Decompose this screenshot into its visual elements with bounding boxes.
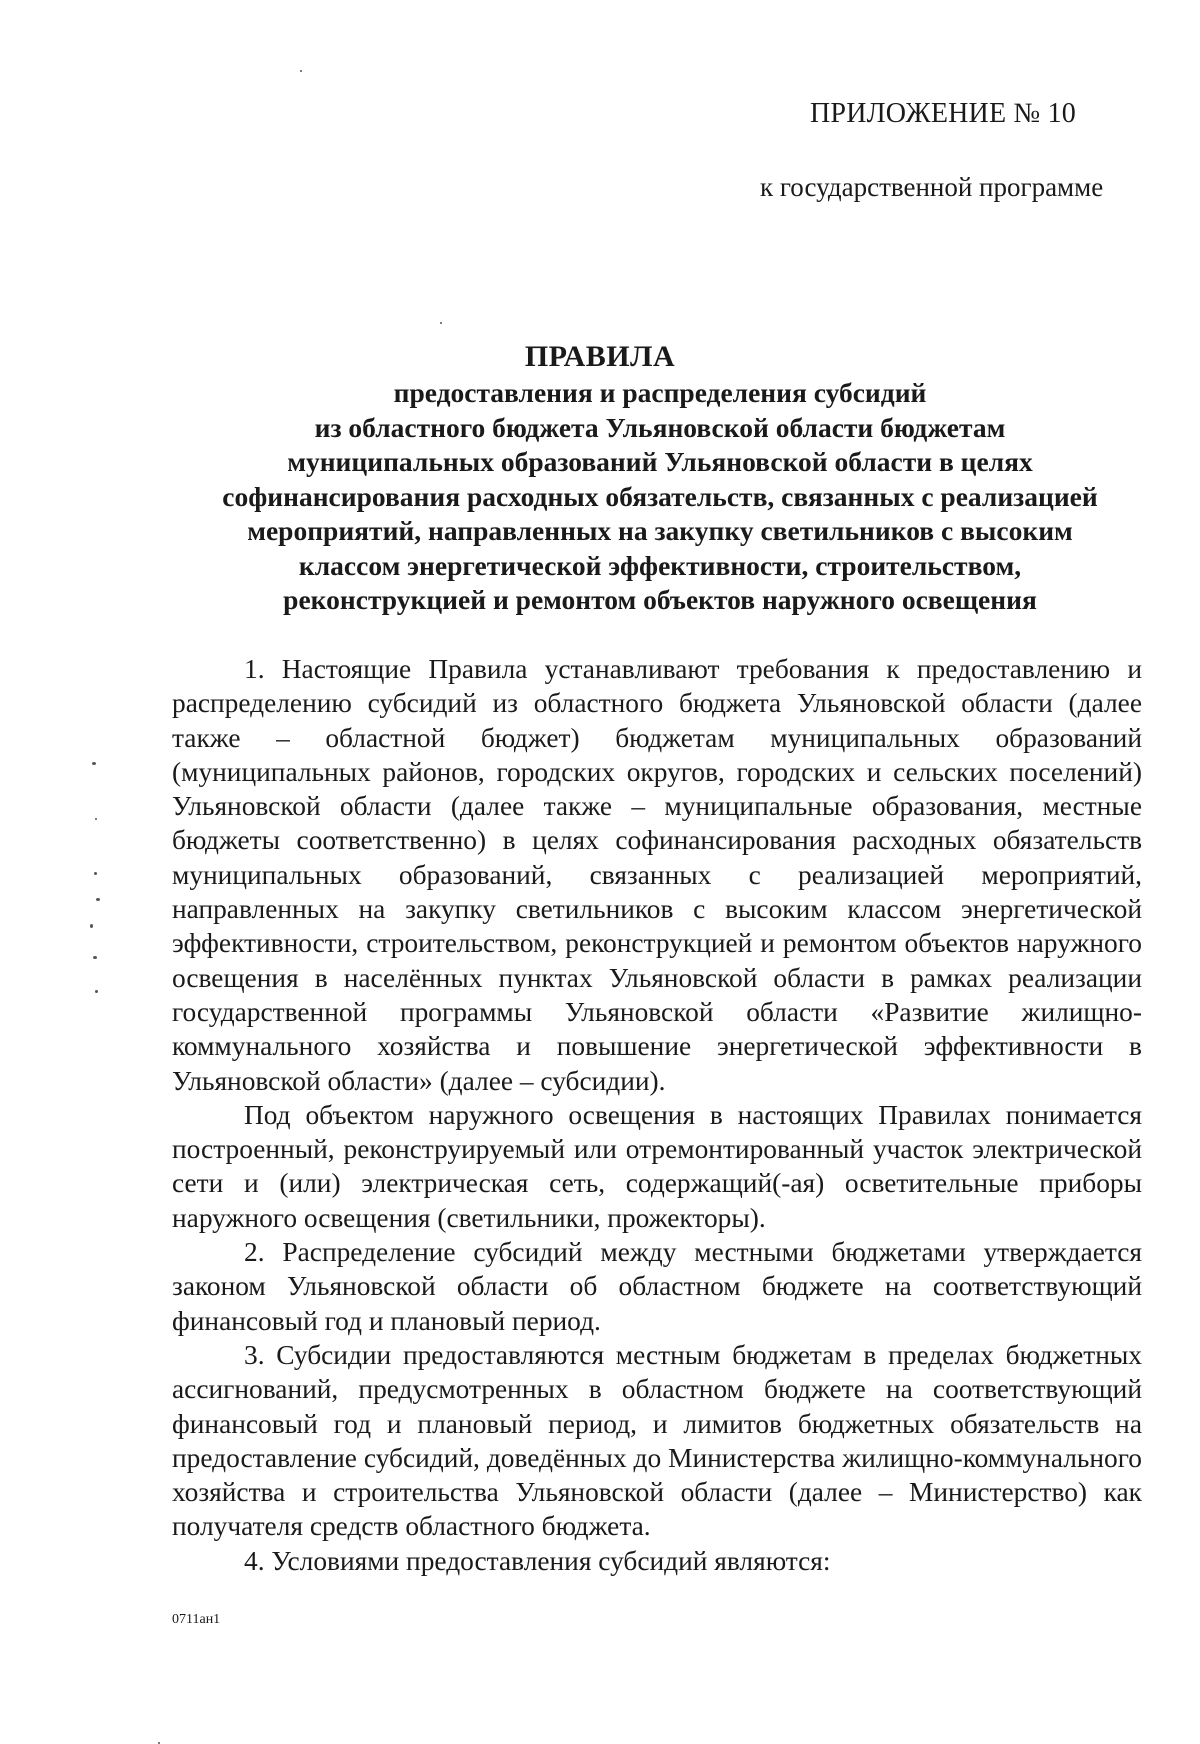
- scan-speck: [94, 872, 97, 875]
- scan-speck: [93, 956, 97, 959]
- subtitle-line: мероприятий, направленных на закупку светильников с высоким: [247, 515, 1073, 546]
- scan-speck: [96, 898, 100, 901]
- paragraph-1-continued: Под объектом наружного освещения в настоящих Правилах понимается построенный, реконструируемый или отремонтированный участок электрической сети и (или) электрическая сеть, содержащий(-ая) осветительные приборы наружного освещения (светильники, прожекторы).: [172, 1099, 1142, 1233]
- appendix-subtitle: к государственной программе: [760, 172, 1104, 202]
- subtitle-line: муниципальных образований Ульяновской области в целях: [287, 446, 1033, 477]
- document-body: [172, 652, 1142, 1578]
- subtitle-line: софинансирования расходных обязательств, связанных с реализацией: [222, 480, 1098, 512]
- scan-speck: [92, 762, 96, 765]
- subtitle-line: классом энергетической эффективности, строительством,: [298, 549, 1022, 581]
- subtitle-line: предоставления и распределения субсидий: [393, 377, 927, 408]
- scan-speck: [95, 818, 97, 820]
- paragraph-1: 1. Настоящие Правила устанавливают требования к предоставлению и распределению субсидий из областного бюджета Ульяновской области (далее также – областной бюджет) бюджетам муниципальных образований (муниципальных районов, городских округов, городских и сельских поселений) Ульяновской области (далее также – муниципальные образования, местные бюджеты соответственно) в целях софинансирования расходных обязательств муниципальных образований, связанных с реализацией мероприятий, направленных на закупку светильников с высоким классом энергетической эффективности, строительством, реконструкцией и ремонтом объектов наружного освещения в населённых пунктах Ульяновской области в рамках реализации государственной программы Ульяновской области «Развитие жилищно-коммунального хозяйства и повышение энергетической эффективности в Ульяновской области» (далее – субсидии).: [172, 654, 1142, 1096]
- document-code: 0711ан1: [172, 1612, 221, 1627]
- scan-speck: [90, 924, 93, 928]
- paragraph-2: 2. Распределение субсидий между местными бюджетами утверждается законом Ульяновской области об областном бюджете на соответствующий финансовый год и плановый период.: [172, 1237, 1142, 1336]
- scan-speck: [300, 70, 302, 72]
- subtitle-line: из областного бюджета Ульяновской области бюджетам: [314, 411, 1006, 443]
- scan-speck: [95, 990, 98, 993]
- subtitle-line: реконструкцией и ремонтом объектов наружного освещения: [283, 584, 1037, 615]
- paragraph-3: 3. Субсидии предоставляются местным бюджетам в пределах бюджетных ассигнований, предусмотренных в областном бюджете на соответствующий финансовый год и плановый период, и лимитов бюджетных обязательств на предоставление субсидий, доведённых до Министерства жилищно-коммунального хозяйства и строительства Ульяновской области (далее – Министерство) как получателя средств областного бюджета.: [172, 1339, 1142, 1542]
- rules-subtitle: [180, 376, 1140, 618]
- scan-speck: [440, 322, 442, 324]
- paragraph-4: 4. Условиями предоставления субсидий являются:: [244, 1545, 831, 1576]
- rules-title: ПРАВИЛА: [524, 340, 676, 373]
- appendix-title: ПРИЛОЖЕНИЕ № 10: [810, 98, 1076, 129]
